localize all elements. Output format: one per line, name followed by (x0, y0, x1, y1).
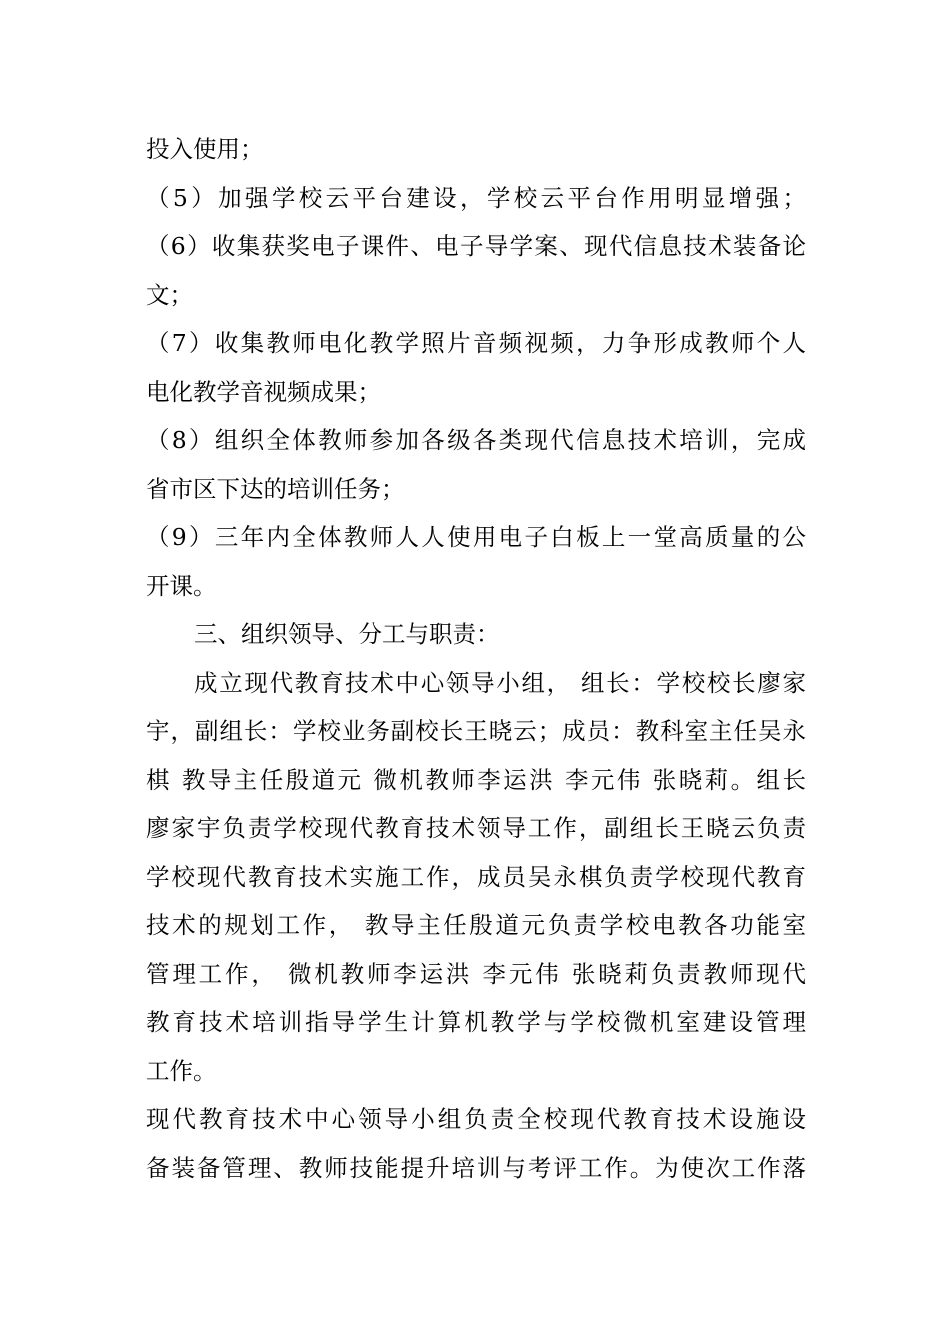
text-line: 廖家宇负责学校现代教育技术领导工作，副组长王晓云负责 (146, 814, 806, 842)
text-line: 备装备管理、教师技能提升培训与考评工作。为使次工作落 (146, 1153, 806, 1182)
text-line: （9）三年内全体教师人人使用电子白板上一堂高质量的公 (146, 523, 806, 551)
text-line: （8）组织全体教师参加各级各类现代信息技术培训，完成 (146, 426, 806, 454)
document-body (146, 125, 806, 1192)
text-line: 技术的规划工作， 教导主任殷道元负责学校电教各功能室 (146, 911, 806, 939)
text-line: 工作。 (146, 1056, 217, 1085)
text-line: 文； (146, 280, 193, 309)
text-line: 三、组织领导、分工与职责： (194, 620, 500, 648)
text-line: （7）收集教师电化教学照片音频视频，力争形成教师个人 (146, 329, 806, 357)
text-line: （5）加强学校云平台建设，学校云平台作用明显增强； (146, 183, 806, 212)
text-line: 管理工作， 微机教师李运洪 李元伟 张晓莉负责教师现代 (146, 959, 806, 988)
text-line: 棋 教导主任殷道元 微机教师李运洪 李元伟 张晓莉。组长 (146, 765, 806, 794)
text-line: 现代教育技术中心领导小组负责全校现代教育技术设施设 (146, 1105, 806, 1133)
text-line: 电化教学音视频成果； (146, 377, 381, 406)
text-line: 成立现代教育技术中心领导小组， 组长：学校校长廖家 (194, 668, 806, 697)
text-line: 教育技术培训指导学生计算机教学与学校微机室建设管理 (146, 1008, 806, 1036)
text-line: 省市区下达的培训任务； (146, 474, 405, 503)
text-line: （6）收集获奖电子课件、电子导学案、现代信息技术装备论 (146, 232, 806, 260)
text-lines (146, 125, 806, 1192)
text-line: 投入使用； (146, 135, 264, 163)
text-line: 宇，副组长：学校业务副校长王晓云；成员：教科室主任吴永 (146, 717, 806, 745)
text-line: 学校现代教育技术实施工作，成员吴永棋负责学校现代教育 (146, 862, 806, 891)
text-line: 开课。 (146, 571, 217, 600)
